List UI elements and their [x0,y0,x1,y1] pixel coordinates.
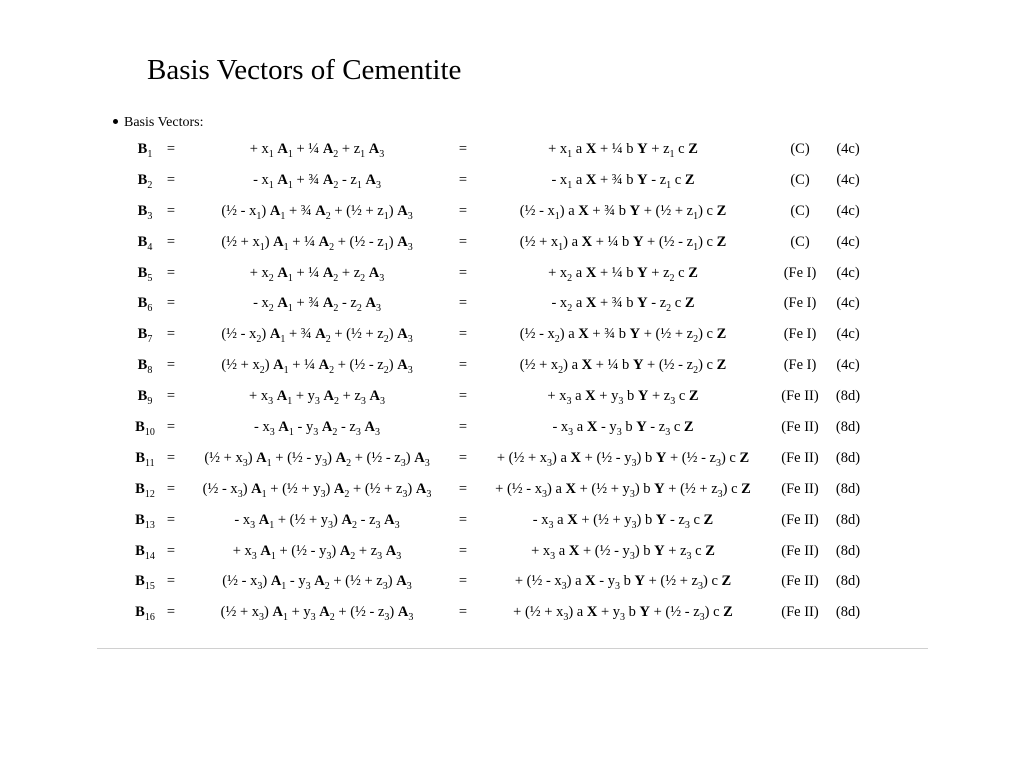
page-title: Basis Vectors of Cementite [147,54,462,86]
atom-label: (Fe I) [783,326,817,343]
equals-sign: = [166,295,176,312]
vector-name: $B_1$ [137,141,153,160]
vector-name: $B_{11}$ [135,449,155,469]
equals-sign: = [166,171,176,188]
basis-vector-row [0,134,1024,165]
equals-sign: = [458,202,468,219]
wyckoff-site: (4c) [836,171,860,188]
lattice-expression: (½ - $x_1$) $A_1$ + ¾ $A_2$ + (½ + $z_1$) $A_3$ [221,202,413,222]
wyckoff-site: (8d) [835,542,861,559]
equals-sign: = [166,419,176,436]
basis-vector-row [0,165,1024,196]
equals-sign: = [166,264,176,281]
vector-name: $B_7$ [137,326,153,346]
equals-sign: = [458,511,468,528]
cartesian-expression: (½ + $x_1$) a X + ¼ b Y + (½ - $z_1$) c Z [519,233,727,253]
vector-name: $B_4$ [137,233,153,253]
lattice-expression: (½ + $x_3$) $A_1$ + (½ - $y_3$) $A_2$ + (½ - $z_3$) $A_3$ [204,449,430,469]
basis-vector-row [0,443,1024,474]
equals-sign: = [166,573,176,590]
atom-label: (C) [790,141,810,157]
lattice-expression: (½ - $x_3$) $A_1$ + (½ + $y_3$) $A_2$ + (½ + $z_3$) $A_3$ [202,480,432,500]
wyckoff-site: (8d) [835,449,861,466]
basis-vector-row [0,536,1024,567]
vector-name: $B_9$ [137,388,153,408]
vector-name: $B_{10}$ [135,419,155,439]
divider [97,648,928,649]
equals-sign: = [166,542,176,559]
wyckoff-site: (4c) [836,264,860,281]
atom-label: (Fe I) [783,357,817,374]
wyckoff-site: (8d) [835,419,861,436]
atom-label: (C) [790,171,810,188]
atom-label: (Fe II) [781,449,819,466]
cartesian-expression: (½ - $x_1$) a X + ¾ b Y + (½ + $z_1$) c Z [519,202,727,222]
section-label [113,114,203,132]
equals-sign: = [166,388,176,405]
basis-vector-row [0,288,1024,319]
wyckoff-site: (8d) [835,511,861,528]
lattice-expression: - $x_3$ $A_1$ + (½ + $y_3$) $A_2 - z_3$ $A_3$ [234,511,400,531]
equals-sign: = [458,388,468,405]
cartesian-expression: (½ - $x_2$) a X + ¾ b Y + (½ + $z_2$) c Z [519,326,727,346]
basis-vector-row [0,505,1024,536]
cartesian-expression: (½ + $x_2$) a X + ¼ b Y + (½ - $z_2$) c Z [519,357,727,377]
vector-name: $B_8$ [137,357,153,377]
lattice-expression: + $x_3$ $A_1 + y_3$ $A_2 + z_3$ $A_3$ [249,388,385,408]
equals-sign: = [166,141,176,157]
vector-name: $B_{13}$ [135,511,155,531]
lattice-expression: - $x_3$ $A_1 - y_3$ $A_2 - z_3$ $A_3$ [254,419,380,439]
atom-label: (Fe II) [781,388,819,405]
cartesian-expression: + $x_2$ a X + ¼ b $Y + z_2$ c Z [548,264,698,284]
wyckoff-site: (8d) [835,480,861,497]
cartesian-expression: + (½ - $x_3$) a X + (½ + $y_3$) b Y + (½ + $z_3$) c Z [495,480,751,500]
equals-sign: = [458,264,468,281]
atom-label: (Fe II) [781,480,819,497]
atom-label: (Fe I) [783,295,817,312]
bullet-icon [113,119,118,124]
vector-name: $B_3$ [137,202,153,222]
section-label-text: Basis Vectors: [124,115,204,130]
cartesian-expression: - $x_3$ a X - $y_3$ b Y - $z_3$ c Z [552,419,694,439]
lattice-expression: - $x_1$ $A_1$ + ¾ $A_2 - z_1$ $A_3$ [253,171,381,191]
equals-sign: = [458,480,468,497]
cartesian-expression: + $x_3$ a $X + y_3$ b $Y + z_3$ c Z [547,388,699,408]
vector-name: $B_{14}$ [135,542,155,562]
equals-sign: = [166,202,176,219]
cartesian-expression: + $x_3$ a X + (½ - $y_3$) b $Y + z_3$ c Z [531,542,715,562]
atom-label: (C) [790,233,810,250]
cartesian-expression: - $x_1$ a X + ¾ b Y - $z_1$ c Z [551,171,695,191]
wyckoff-site: (4c) [836,357,860,374]
equals-sign: = [458,449,468,466]
equals-sign: = [166,357,176,374]
equals-sign: = [458,326,468,343]
basis-vector-row [0,474,1024,505]
equals-sign: = [458,295,468,312]
cartesian-expression: + (½ + $x_3$) a $X + y_3$ b Y + (½ - $z_3$) c Z [513,604,733,624]
lattice-expression: (½ - $x_3$) $A_1 - y_3$ $A_2$ + (½ + $z_3$) $A_3$ [222,573,412,593]
equals-sign: = [166,604,176,621]
lattice-expression: (½ + $x_3$) $A_1 + y_3$ $A_2$ + (½ - $z_3$) $A_3$ [220,604,414,624]
basis-vector-row [0,258,1024,289]
lattice-expression: + $x_1$ $A_1$ + ¼ $A_2 + z_1$ $A_3$ [249,141,385,160]
basis-vector-row [0,227,1024,258]
atom-label: (Fe II) [781,604,819,621]
atom-label: (Fe II) [781,542,819,559]
lattice-expression: - $x_2$ $A_1$ + ¾ $A_2 - z_2$ $A_3$ [253,295,381,315]
equals-sign: = [458,233,468,250]
wyckoff-site: (8d) [835,573,861,590]
basis-vector-row [0,319,1024,350]
wyckoff-site: (4c) [836,202,860,219]
cartesian-expression: + (½ - $x_3$) a X - $y_3$ b Y + (½ + $z_3$) c Z [514,573,732,593]
equals-sign: = [458,357,468,374]
vector-name: $B_5$ [137,264,153,284]
vector-name: $B_6$ [137,295,153,315]
equals-sign: = [166,449,176,466]
atom-label: (Fe I) [783,264,817,281]
wyckoff-site: (4c) [836,233,860,250]
lattice-expression: + $x_2$ $A_1$ + ¼ $A_2 + z_2$ $A_3$ [249,264,385,284]
basis-vector-table [0,134,1024,628]
atom-label: (Fe II) [781,573,819,590]
cartesian-expression: - $x_2$ a X + ¾ b Y - $z_2$ c Z [551,295,695,315]
vector-name: $B_{16}$ [135,604,155,624]
cartesian-expression: + $x_1$ a X + ¼ b $Y + z_1$ c Z [548,141,698,160]
equals-sign: = [458,141,468,157]
atom-label: (Fe II) [781,511,819,528]
vector-name: $B_{15}$ [135,573,155,593]
wyckoff-site: (8d) [835,604,861,621]
atom-label: (C) [790,202,810,219]
vector-name: $B_2$ [137,171,153,191]
lattice-expression: (½ + $x_1$) $A_1$ + ¼ $A_2$ + (½ - $z_1$) $A_3$ [221,233,413,253]
equals-sign: = [166,511,176,528]
equals-sign: = [458,542,468,559]
equals-sign: = [166,233,176,250]
wyckoff-site: (4c) [836,295,860,312]
basis-vector-row [0,196,1024,227]
cartesian-expression: + (½ + $x_3$) a X + (½ - $y_3$) b Y + (½ - $z_3$) c Z [496,449,750,469]
equals-sign: = [458,573,468,590]
equals-sign: = [166,326,176,343]
basis-vector-row [0,350,1024,381]
equals-sign: = [166,480,176,497]
basis-vector-row [0,597,1024,628]
basis-vector-row [0,566,1024,597]
wyckoff-site: (4c) [836,326,860,343]
basis-vector-row [0,412,1024,443]
atom-label: (Fe II) [781,419,819,436]
wyckoff-site: (4c) [836,141,860,157]
equals-sign: = [458,604,468,621]
cartesian-expression: - $x_3$ a X + (½ + $y_3$) b Y - $z_3$ c Z [532,511,714,531]
lattice-expression: + $x_3$ $A_1$ + (½ - $y_3$) $A_2 + z_3$ $A_3$ [232,542,402,562]
lattice-expression: (½ - $x_2$) $A_1$ + ¾ $A_2$ + (½ + $z_2$) $A_3$ [221,326,413,346]
equals-sign: = [458,171,468,188]
basis-vector-row [0,381,1024,412]
vector-name: $B_{12}$ [135,480,155,500]
equals-sign: = [458,419,468,436]
wyckoff-site: (8d) [835,388,861,405]
lattice-expression: (½ + $x_2$) $A_1$ + ¼ $A_2$ + (½ - $z_2$) $A_3$ [221,357,413,377]
